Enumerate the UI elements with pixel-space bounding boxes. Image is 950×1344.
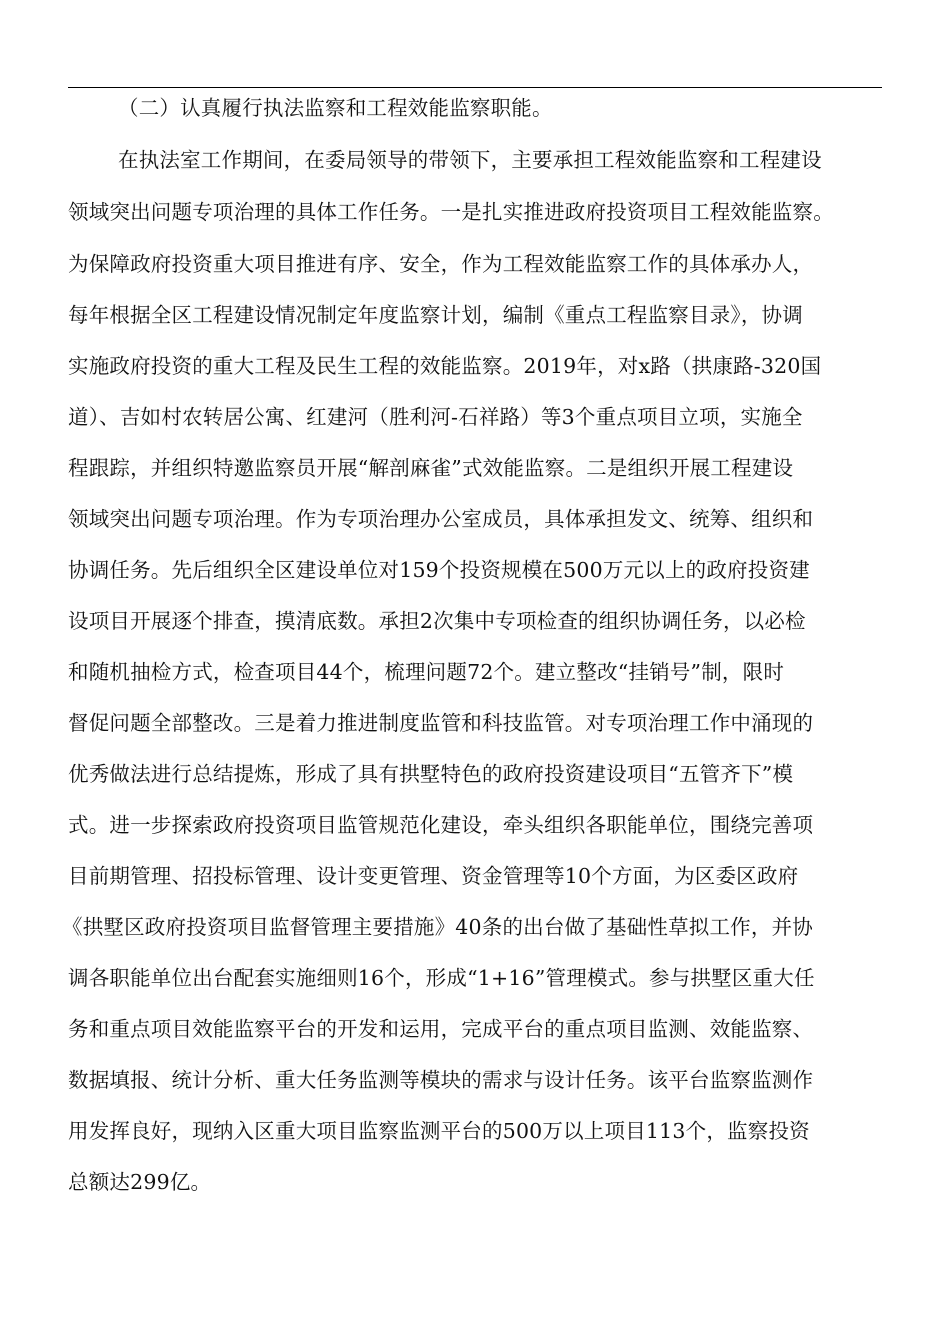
paragraph-line: 每年根据全区工程建设情况制定年度监察计划，编制《重点工程监察目录》，协调: [68, 303, 803, 327]
paragraph-line: 数据填报、统计分析、重大任务监测等模块的需求与设计任务。该平台监察监测作: [68, 1068, 814, 1092]
paragraph-line: 协调任务。先后组织全区建设单位对159个投资规模在500万元以上的政府投资建: [68, 558, 810, 582]
paragraph-line: 领域突出问题专项治理。作为专项治理办公室成员，具体承担发文、统筹、组织和: [68, 507, 814, 531]
paragraph-line: 程跟踪，并组织特邀监察员开展“解剖麻雀”式效能监察。二是组织开展工程建设: [68, 456, 794, 480]
paragraph-line: 领域突出问题专项治理的具体工作任务。一是扎实推进政府投资项目工程效能监察。: [68, 200, 834, 224]
paragraph-line: 设项目开展逐个排查，摸清底数。承担2次集中专项检查的组织协调任务，以必检: [68, 609, 806, 633]
header-rule: [68, 87, 882, 88]
paragraph-line: 调各职能单位出台配套实施细则16个，形成“1+16”管理模式。参与拱墅区重大任: [68, 966, 815, 990]
paragraph-line: 为保障政府投资重大项目推进有序、安全，作为工程效能监察工作的具体承办人，: [68, 252, 814, 276]
paragraph-line: 和随机抽检方式，检查项目44个，梳理问题72个。建立整改“挂销号”制，限时: [68, 660, 785, 684]
paragraph-line: 在执法室工作期间，在委局领导的带领下，主要承担工程效能监察和工程建设: [118, 148, 822, 172]
paragraph-line: 务和重点项目效能监察平台的开发和运用，完成平台的重点项目监测、效能监察、: [68, 1017, 814, 1041]
paragraph-line: 优秀做法进行总结提炼，形成了具有拱墅特色的政府投资建设项目“五管齐下”模: [68, 762, 794, 786]
paragraph-line: 用发挥良好，现纳入区重大项目监察监测平台的500万以上项目113个，监察投资: [68, 1119, 810, 1143]
paragraph-line: 实施政府投资的重大工程及民生工程的效能监察。2019年，对x路（拱康路-320国: [68, 354, 822, 378]
paragraph-line: 道）、吉如村农转居公寓、红建河（胜利河-石祥路）等3个重点项目立项，实施全: [68, 405, 803, 429]
paragraph-line: 督促问题全部整改。三是着力推进制度监管和科技监管。对专项治理工作中涌现的: [68, 711, 814, 735]
paragraph-line: 《拱墅区政府投资项目监督管理主要措施》40条的出台做了基础性草拟工作，并协: [62, 915, 813, 939]
paragraph-line: 式。进一步探索政府投资项目监管规范化建设，牵头组织各职能单位，围绕完善项: [68, 813, 814, 837]
paragraph-line: 目前期管理、招投标管理、设计变更管理、资金管理等10个方面，为区委区政府: [68, 864, 799, 888]
section-heading: （二）认真履行执法监察和工程效能监察职能。: [118, 96, 553, 120]
paragraph-line: 总额达299亿。: [68, 1170, 212, 1194]
